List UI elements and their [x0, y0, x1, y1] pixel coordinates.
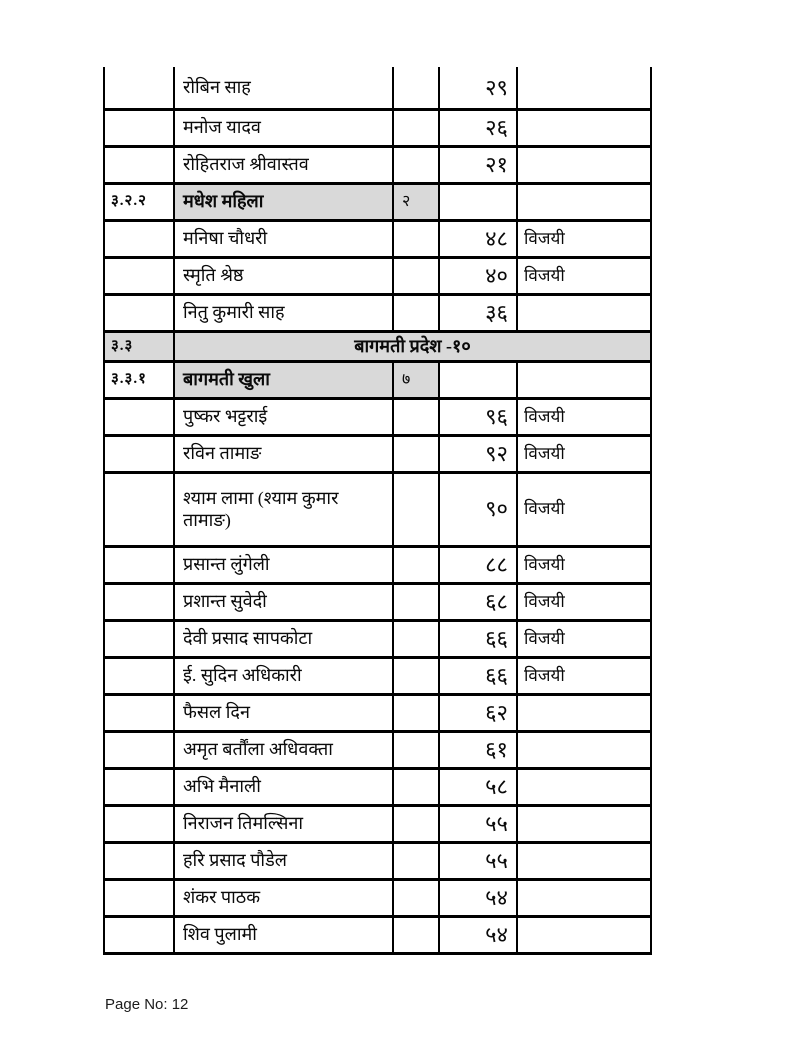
number-cell: [104, 257, 174, 294]
table-row: [104, 109, 651, 146]
number-cell: [104, 146, 174, 183]
result-cell: विजयी: [517, 546, 651, 583]
table-row: [104, 620, 651, 657]
result-cell: विजयी: [517, 472, 651, 546]
table-row: [104, 842, 651, 879]
table-row: [104, 805, 651, 842]
seats-cell: [393, 435, 439, 472]
table-row: [104, 67, 651, 109]
result-cell: विजयी: [517, 435, 651, 472]
result-cell: [517, 731, 651, 768]
seats-cell: [393, 220, 439, 257]
table-row: [104, 657, 651, 694]
seats-cell: [393, 146, 439, 183]
votes-cell: [439, 183, 517, 220]
section-title-cell: बागमती प्रदेश -१०: [174, 331, 651, 361]
table-row: [104, 294, 651, 331]
seats-cell: [393, 916, 439, 953]
seats-cell: [393, 805, 439, 842]
candidate-name-cell: प्रसान्त लुंगेली: [174, 546, 393, 583]
candidate-name-cell: स्मृति श्रेष्ठ: [174, 257, 393, 294]
number-cell: [104, 67, 174, 109]
candidate-name-cell: हरि प्रसाद पौडेल: [174, 842, 393, 879]
group-number-cell: ३.३.१: [104, 361, 174, 398]
votes-cell: ५८: [439, 768, 517, 805]
group-label-cell: बागमती खुला: [174, 361, 393, 398]
table-row: [104, 183, 651, 220]
table-row: [104, 879, 651, 916]
result-cell: [517, 879, 651, 916]
table-row: [104, 146, 651, 183]
seats-cell: [393, 879, 439, 916]
result-cell: [517, 109, 651, 146]
seats-cell: [393, 620, 439, 657]
result-cell: [517, 768, 651, 805]
seats-cell: [393, 768, 439, 805]
result-cell: विजयी: [517, 257, 651, 294]
candidate-name-cell: शंकर पाठक: [174, 879, 393, 916]
candidate-name-cell: नितु कुमारी साह: [174, 294, 393, 331]
result-cell: [517, 183, 651, 220]
result-cell: [517, 294, 651, 331]
table-row: [104, 257, 651, 294]
table-row: [104, 331, 651, 361]
result-cell: विजयी: [517, 398, 651, 435]
candidate-name-cell: प्रशान्त सुवेदी: [174, 583, 393, 620]
number-cell: [104, 879, 174, 916]
number-cell: [104, 731, 174, 768]
seats-cell: [393, 546, 439, 583]
results-table: [103, 67, 652, 955]
seats-cell: [393, 657, 439, 694]
result-cell: [517, 67, 651, 109]
votes-cell: ६१: [439, 731, 517, 768]
votes-cell: ५४: [439, 879, 517, 916]
candidate-name-cell: रोबिन साह: [174, 67, 393, 109]
result-cell: विजयी: [517, 220, 651, 257]
candidate-name-cell: फैसल दिन: [174, 694, 393, 731]
candidate-name-cell: रविन तामाङ: [174, 435, 393, 472]
number-cell: [104, 694, 174, 731]
votes-cell: [439, 361, 517, 398]
votes-cell: ५५: [439, 805, 517, 842]
votes-cell: ६६: [439, 657, 517, 694]
votes-cell: ६८: [439, 583, 517, 620]
number-cell: [104, 916, 174, 953]
number-cell: [104, 768, 174, 805]
number-cell: [104, 109, 174, 146]
result-cell: [517, 361, 651, 398]
votes-cell: ३६: [439, 294, 517, 331]
table-row: [104, 546, 651, 583]
table-row: [104, 398, 651, 435]
number-cell: [104, 294, 174, 331]
votes-cell: ९२: [439, 435, 517, 472]
result-cell: [517, 916, 651, 953]
votes-cell: ५५: [439, 842, 517, 879]
seats-cell: [393, 472, 439, 546]
table-row: [104, 435, 651, 472]
votes-cell: ९६: [439, 398, 517, 435]
candidate-name-cell: अमृत बर्तौंला अधिवक्ता: [174, 731, 393, 768]
table-row: [104, 731, 651, 768]
table-body: [104, 67, 651, 953]
table-row: [104, 768, 651, 805]
number-cell: [104, 583, 174, 620]
table-row: [104, 220, 651, 257]
candidate-name-cell: पुष्कर भट्टराई: [174, 398, 393, 435]
number-cell: [104, 435, 174, 472]
number-cell: [104, 398, 174, 435]
votes-cell: ६२: [439, 694, 517, 731]
number-cell: [104, 472, 174, 546]
seats-cell: [393, 398, 439, 435]
group-number-cell: ३.२.२: [104, 183, 174, 220]
section-number-cell: ३.३: [104, 331, 174, 361]
candidate-name-cell: ई. सुदिन अधिकारी: [174, 657, 393, 694]
seats-cell: [393, 257, 439, 294]
votes-cell: ९०: [439, 472, 517, 546]
candidate-name-cell: अभि मैनाली: [174, 768, 393, 805]
candidate-name-cell: रोहितराज श्रीवास्तव: [174, 146, 393, 183]
votes-cell: २९: [439, 67, 517, 109]
candidate-name-cell: देवी प्रसाद सापकोटा: [174, 620, 393, 657]
seats-cell: ७: [393, 361, 439, 398]
seats-cell: [393, 109, 439, 146]
result-cell: [517, 146, 651, 183]
result-cell: विजयी: [517, 657, 651, 694]
table-row: [104, 472, 651, 546]
seats-cell: [393, 67, 439, 109]
votes-cell: ४०: [439, 257, 517, 294]
candidate-name-cell: निराजन तिमल्सिना: [174, 805, 393, 842]
result-cell: [517, 842, 651, 879]
seats-cell: [393, 731, 439, 768]
group-label-cell: मधेश महिला: [174, 183, 393, 220]
votes-cell: ४८: [439, 220, 517, 257]
candidate-name-cell: मनोज यादव: [174, 109, 393, 146]
seats-cell: [393, 694, 439, 731]
number-cell: [104, 805, 174, 842]
result-cell: [517, 694, 651, 731]
candidate-name-cell: मनिषा चौधरी: [174, 220, 393, 257]
seats-cell: [393, 842, 439, 879]
votes-cell: २१: [439, 146, 517, 183]
votes-cell: ६६: [439, 620, 517, 657]
number-cell: [104, 220, 174, 257]
number-cell: [104, 842, 174, 879]
seats-cell: [393, 583, 439, 620]
seats-cell: [393, 294, 439, 331]
result-cell: विजयी: [517, 583, 651, 620]
table-row: [104, 694, 651, 731]
page-number: Page No: 12: [105, 996, 189, 1013]
number-cell: [104, 657, 174, 694]
number-cell: [104, 620, 174, 657]
table-row: [104, 361, 651, 398]
candidate-name-cell: श्याम लामा (श्याम कुमार तामाङ): [174, 472, 393, 546]
table-row: [104, 916, 651, 953]
votes-cell: २६: [439, 109, 517, 146]
result-cell: [517, 805, 651, 842]
seats-cell: २: [393, 183, 439, 220]
votes-cell: ८८: [439, 546, 517, 583]
candidate-name-cell: शिव पुलामी: [174, 916, 393, 953]
votes-cell: ५४: [439, 916, 517, 953]
table-row: [104, 583, 651, 620]
result-cell: विजयी: [517, 620, 651, 657]
number-cell: [104, 546, 174, 583]
